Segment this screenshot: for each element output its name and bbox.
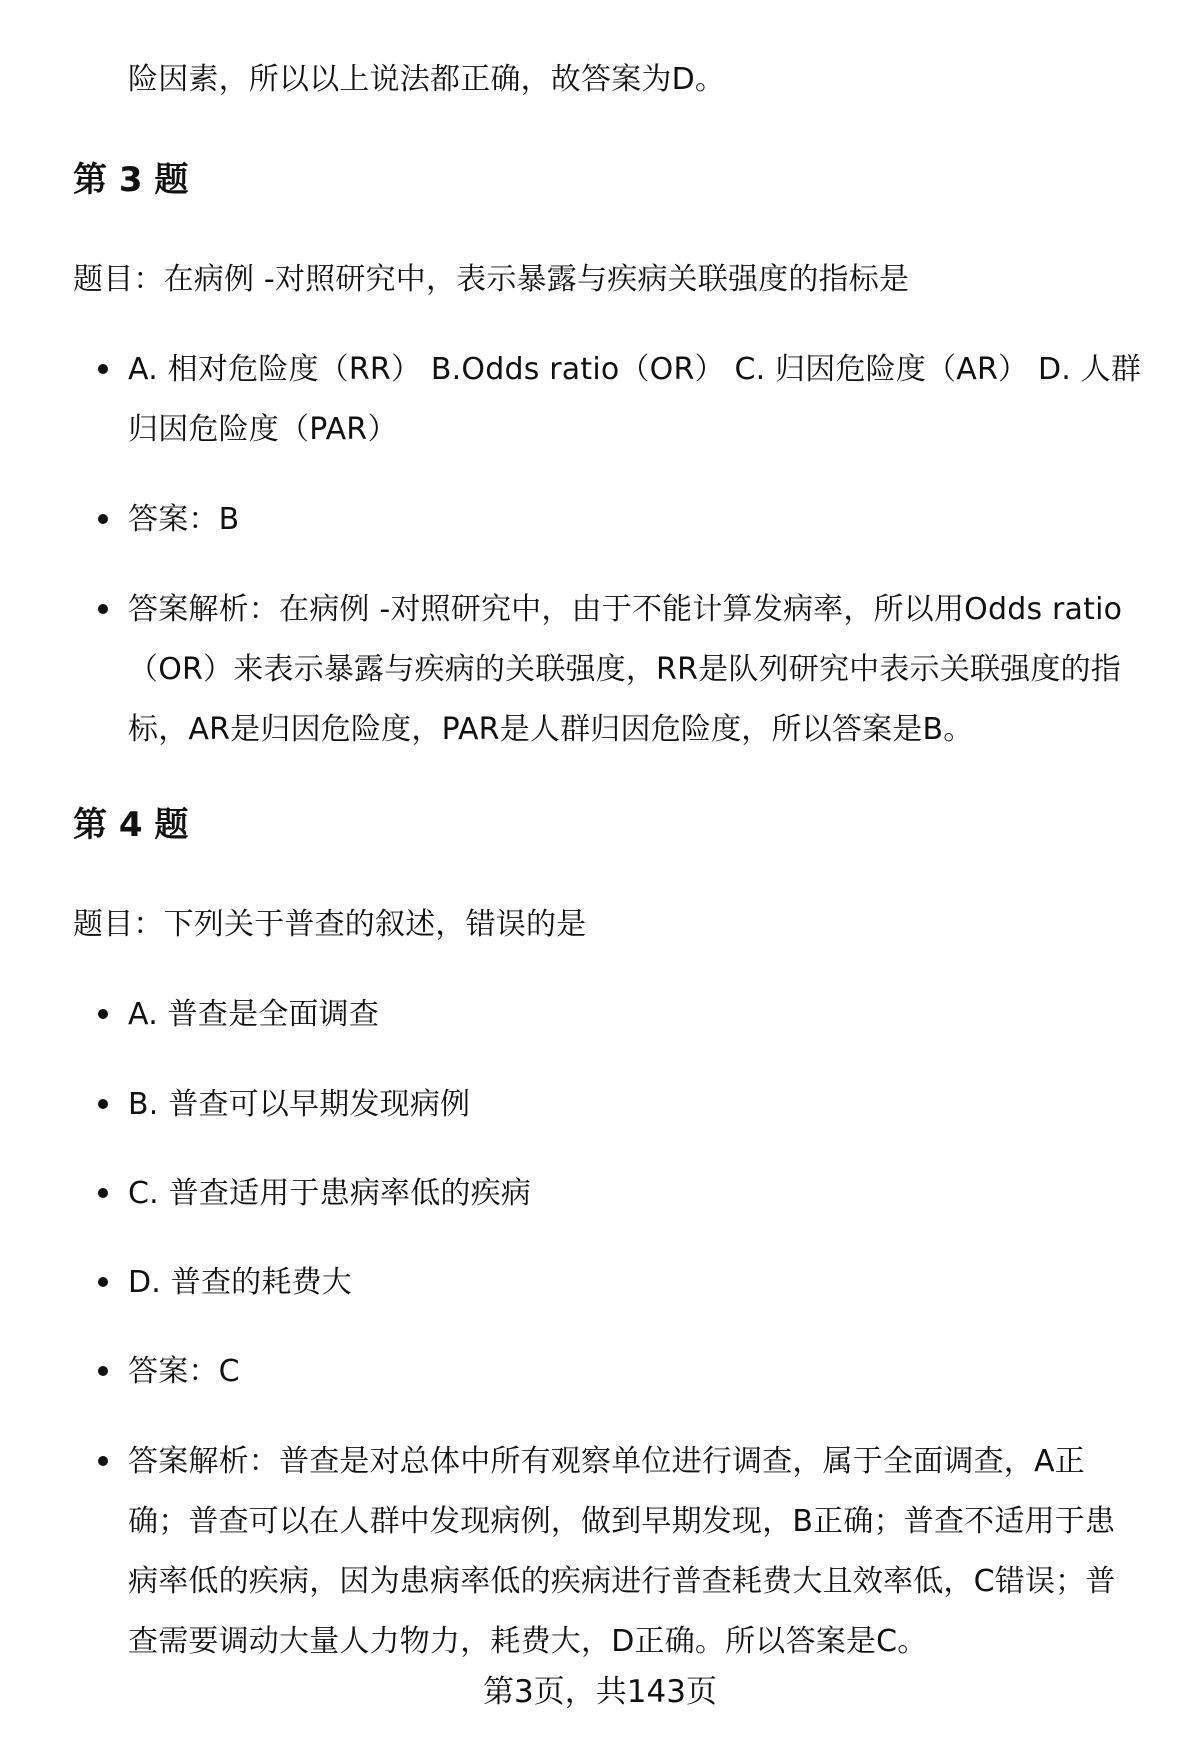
question-4-stem: 题目：下列关于普查的叙述，错误的是 [73,907,587,942]
question-3-analysis: 答案解析：在病例 -对照研究中，由于不能计算发病率，所以用Odds ratio（OR）来表示暴露与疾病的关联强度，RR是队列研究中表示关联强度的指标，AR是归因危险度，PAR是人群归因危险度，所以答案是B。 [128,580,1143,760]
question-4-answer: 答案：C [128,1342,1143,1402]
question-4-option-a: A. 普查是全面调查 [128,985,1143,1045]
question-3-heading: 第 3 题 [73,160,189,200]
previous-question-explanation-end: 险因素，所以以上说法都正确，故答案为D。 [128,62,726,97]
question-4-heading: 第 4 题 [73,805,189,845]
page-number-footer: 第3页，共143页 [483,1674,717,1710]
question-3-options: A. 相对危险度（RR） B.Odds ratio（OR） C. 归因危险度（AR） D. 人群归因危险度（PAR） [128,340,1143,460]
question-3-stem: 题目：在病例 -对照研究中，表示暴露与疾病关联强度的指标是 [73,262,910,297]
question-4-analysis: 答案解析：普查是对总体中所有观察单位进行调查，属于全面调查，A正确；普查可以在人群中发现病例，做到早期发现，B正确；普查不适用于患病率低的疾病，因为患病率低的疾病进行普查耗费大且效率低，C错误；普查需要调动大量人力物力，耗费大，D正确。所以答案是C。 [128,1432,1143,1672]
question-4-option-b: B. 普查可以早期发现病例 [128,1075,1143,1135]
question-4-option-d: D. 普查的耗费大 [128,1253,1143,1313]
question-4-option-c: C. 普查适用于患病率低的疾病 [128,1164,1143,1224]
question-3-answer: 答案：B [128,490,1143,550]
